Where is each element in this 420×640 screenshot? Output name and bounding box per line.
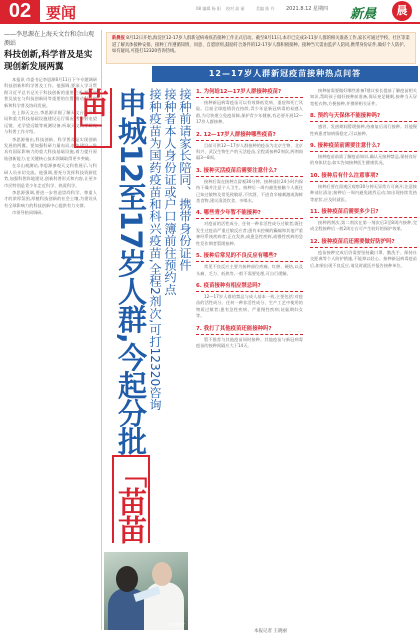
qa-question: 5. 接种后常见的不良反应有哪些? <box>196 252 303 262</box>
section-name: 要闻 <box>46 4 77 22</box>
subheadline-line: 接种疫苗为国药疫苗和科兴疫苗,全程2剂次,可打12320咨询 <box>148 88 162 411</box>
newspaper-logo <box>350 1 414 22</box>
issue-date: 2021.8.12 星期四 <box>286 6 329 12</box>
page-number: 02 <box>0 0 40 22</box>
qa-item <box>196 167 303 205</box>
logo-text: 新晨 <box>350 7 377 22</box>
qa-answer: 接种两剂次,第二剂次在第一剂次后3至8周内接种,完成全程接种后一般2周左右可产生较好的保护效果。 <box>310 220 417 232</box>
left-paragraph: 市领导陪同调研。 <box>12 210 46 216</box>
qa-answer: 暂不推荐与其他疫苗同时接种。其他疫苗与新冠病毒疫苗的接种间隔应大于14天。 <box>196 336 303 348</box>
lead-label: 新晨报 <box>112 36 125 41</box>
photo-figure-student-head <box>116 566 138 592</box>
qa-answer: 感冒、发热期间暂缓接种,待康复后再行接种。其他慢性病患者如病情稳定,可以接种。 <box>310 124 417 136</box>
qa-answer: 疫苗接种完成后仍需要坚持戴口罩、勤洗手、保持社交距离等个人防护措施,不能掉以轻心。接种新冠病毒疫苗后,如果出现不良反应,请及时就医并报告接种单位。 <box>310 249 417 268</box>
lead-paragraph <box>106 32 416 64</box>
qa-answer: 接种后需在接种点留观30分钟。接种部位24小时内保持干燥并注意个人卫生。接种后一周内避免接触个人既往已知过敏物及常见致敏原,不饮酒、不进食辛辣刺激或海鲜类食物,建议清淡饮食、多喝水。 <box>196 178 303 204</box>
main-headline-text: 申城12至17岁人群,今起分批 <box>114 88 148 455</box>
left-article-kicker: ——李思源在上海天文台和佘山观测站 <box>4 31 95 47</box>
proofreader-line: 校对 高 丽 <box>226 6 245 11</box>
qa-answer: 目前可供12—17岁人群接种的疫苗为北京生物、北京科兴、武汉生物生产的灭活疫苗,全程需接种2剂次,两剂间隔3—8周。 <box>196 142 303 161</box>
left-paragraph: 在上海天文台,李思源详细了解天文台科研布局和重大科技基础设施建设运行情况,考察射电望远镜、光学望远镜等观测设备,听取天文科学研究与科普工作介绍。 <box>4 110 97 135</box>
qa-question: 7. 我打了其他疫苗还能接种吗? <box>196 325 303 335</box>
masthead <box>0 0 420 24</box>
lead-text: 8月12日开始,海淀区12-17岁人群新冠病毒疫苗接种工作正式启动。截至8月11日,本市已完成3-11岁人群的相关准备工作,家长可通过学校、社区等渠道了解具体接种安排。接种工作遵循知情、同意、自愿原则,鼓励符合条件的12-17岁人群积极接种。接种当天需由监护人陪同,携带身份证件,做好个人防护。如有疑问,可拨打12320咨询热线。 <box>112 36 410 55</box>
qa-answer: 接种新冠病毒疫苗可以有效降低发病、重症和死亡风险。目前全球疫情仍在持续,青少年是新冠病毒的易感人群,为尽快建立免疫屏障,保护青少年健康,有必要开展12—17岁人群接种。 <box>196 100 303 125</box>
qa-question: 1. 为何给12—17岁人群接种疫苗? <box>196 88 303 98</box>
qa-answer: 12—17岁人群的禁忌与成人基本一致,主要包括:对疫苗的活性成分、任何一种非活性成分、生产工艺中使用的物质过敏者;患有急性疾病、严重慢性疾病;妊娠期妇女等。 <box>196 293 303 319</box>
subheadline-line: 接种前请家长陪同、携带身份证件 <box>178 88 192 271</box>
qa-question: 6. 疫苗接种有相应禁忌吗? <box>196 282 303 292</box>
qa-answer: 接种后要在留观区观察30分钟无异常方可离开;注意接种部位清洁;接种后一周内避免剧烈运动;如出现持续发热等症状,应及时就医。 <box>310 183 417 202</box>
byline: 本报记者 王晓丽 <box>254 629 287 634</box>
qa-answer: 接种疫苗前需了解疫苗知识,确认无接种禁忌,保持良好的身体状态,如实告知接种医生健康状况。 <box>310 154 417 166</box>
qa-item <box>310 142 417 167</box>
qa-question: 8. 预约与天保体不能接种吗? <box>310 112 417 122</box>
qa-item <box>196 325 303 350</box>
left-paragraph: 本报讯 市委书记李思源8月11日下午专题调研科技创新和科学普及工作。他强调,要深入学习贯彻习近平总书记关于科技创新的重要论述,把科学普及放在与科技创新同等重要的位置,推动科技创新和科学普及协同发展。 <box>4 77 97 108</box>
vaccination-photo <box>104 552 188 630</box>
left-article-headline: 科技创新,科学普及是实现创新发展两翼 <box>4 50 93 72</box>
qa-question: 9. 接种疫苗前需要注意什么? <box>310 142 417 152</box>
qa-answer: 接种前需要做好哪些准备?建议家长提前了解疫苗相关知识,帮助孩子做好接种前准备,保证充足睡眠,接种当天穿宽松衣物,方便接种,并携带相关证件。 <box>310 88 417 106</box>
qa-item <box>196 252 303 277</box>
qa-banner: 12—17岁人群新冠疫苗接种热点问答 <box>152 66 418 82</box>
editor-line: 08 编辑 杨 阳 <box>196 6 221 11</box>
qa-item <box>310 208 417 233</box>
qa-item <box>196 131 303 162</box>
qa-answer: 常见不良反应主要为接种部位疼痛、红肿、硬结,以及头痛、乏力、低热等,一般不需要处理,可自行缓解。 <box>196 264 303 276</box>
qa-item <box>310 88 417 107</box>
qa-item <box>310 172 417 203</box>
main-headline-highlight: 「苗苗苗」 <box>76 88 148 543</box>
subheadline-line: 接种者本人身份证或户口簿前往预约点 <box>163 88 177 296</box>
qa-question: 10. 接种后有什么注意事项? <box>310 172 417 182</box>
qa-question: 4. 哪些青少年暂不能接种? <box>196 209 303 219</box>
qa-item <box>196 282 303 320</box>
qa-question: 12. 接种疫苗后还需要做好防护吗? <box>310 238 417 248</box>
qa-question: 2. 12—17岁人群接种哪些疫苗? <box>196 131 303 141</box>
photo-figure-nurse-head <box>152 562 172 586</box>
qa-item <box>196 209 303 247</box>
designer-line: 美编 陈 丹 <box>256 6 275 11</box>
qa-item <box>196 88 303 126</box>
subheadline-vertical <box>148 88 192 548</box>
qa-question: 3. 接种灭活疫苗后需要注意什么? <box>196 167 303 177</box>
main-headline-vertical <box>76 88 150 548</box>
photo-caption: 资料照片 <box>169 622 185 627</box>
qa-column-2 <box>310 88 417 628</box>
qa-column-1 <box>196 88 303 628</box>
left-paragraph: 李思源指出,科技创新、科学普及是实现创新发展的两翼。要加强科研力量布局,加快建设一批具有国际影响力的重大科技基础设施,着力提升原始创新能力,在关键核心技术领域取得更多突破。 <box>4 136 97 161</box>
left-paragraph: 在佘山观测站,李思源参观天文科普展示,与科研人员亲切交流。他强调,要充分发挥科技资源优势,加强科普阵地建设,创新科普形式和内容,让更多市民特别是青少年走近科学、热爱科学。 <box>4 163 97 188</box>
qa-answer: 对疫苗的活性成分、任何一种非活性成分过敏者;既往发生过疫苗严重过敏反应者;患有未控制的癫痫和其他严重神经系统疾病者;正在发热,或患急性疾病,或慢性疾病的急性发作期者暂缓接种。 <box>196 221 303 246</box>
qa-question: 11. 接种疫苗后需要多少日? <box>310 208 417 218</box>
qa-item <box>310 238 417 269</box>
qa-item <box>310 112 417 137</box>
logo-badge: 晨 <box>392 1 412 21</box>
left-paragraph: 李思源强调,要进一步营造崇尚科学、尊重人才的浓厚氛围,厚植科技创新的社会土壤,为建设具有全球影响力的科技创新中心提供有力支撑。 <box>4 189 97 208</box>
